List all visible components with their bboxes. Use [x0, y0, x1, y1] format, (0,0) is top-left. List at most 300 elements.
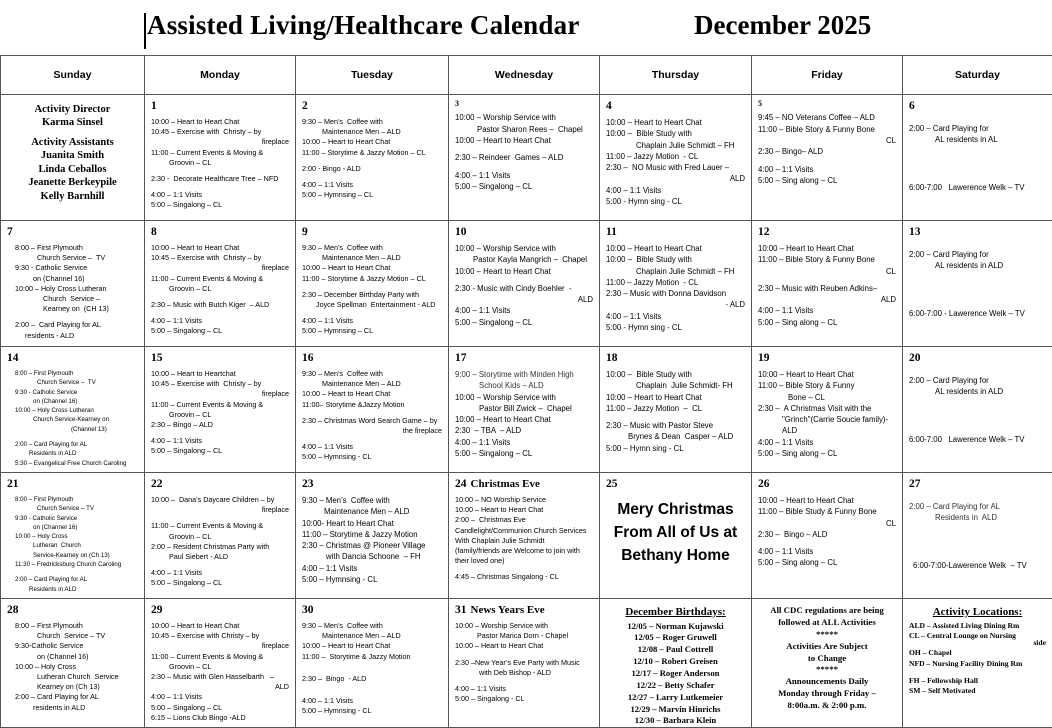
- activity: CL: [758, 266, 896, 277]
- activity: Groovin – CL: [151, 662, 289, 672]
- day-number: 15: [151, 351, 289, 366]
- activity: 5:00 – Hymnsing - CL: [302, 706, 442, 716]
- activity: 10:00 – Heart to Heart Chat: [758, 495, 896, 506]
- day-number: 4: [606, 99, 745, 114]
- week-row: [1, 347, 1052, 473]
- activity: 9:30 – Men’s Coffee with: [302, 117, 442, 127]
- weekday-header-row: [1, 56, 1052, 95]
- activity: (Channel 13): [7, 425, 138, 434]
- weekday-monday: Monday: [145, 56, 296, 95]
- activity: Groovin – CL: [151, 410, 289, 420]
- activity: 5:00 – Sing along – CL: [758, 448, 896, 459]
- activity: Chaplain Julie Schmidt- FH: [606, 380, 745, 391]
- day-number: 23: [302, 477, 442, 492]
- activity: 11:00 – Jazzy Motion - CL: [606, 151, 745, 162]
- activity: 11:00 – Bible Story & Funny: [758, 380, 896, 391]
- activity: 2:00 – Card Playing for AL: [7, 440, 138, 449]
- day-number: 5: [758, 99, 896, 109]
- activity: 2:30 – Bingo - ALD: [302, 674, 442, 684]
- note-line: All CDC regulations are being: [758, 605, 896, 617]
- activity: With Chaplain Julie Schmidt: [455, 536, 593, 546]
- activity: Chaplain Julie Schmidt – FH: [606, 140, 745, 151]
- day-cell: [903, 221, 1052, 347]
- week-row: [1, 95, 1052, 221]
- activity: 10:00 – Heart to Heart Chat: [758, 369, 896, 380]
- activity: 10:00 – Worship Service with: [455, 392, 593, 403]
- activity: 5:00 – Singalong – CL: [151, 326, 289, 336]
- activity: AL residents in ALD: [909, 260, 1046, 271]
- day-number: 26: [758, 477, 896, 492]
- activity: on (Channel 16): [7, 523, 138, 532]
- activity: 9:30 – Men’s Coffee with: [302, 369, 442, 379]
- activity: ALD: [758, 294, 896, 305]
- day-number: 28: [7, 603, 138, 618]
- activity: 10:00 – Holy Cross Lutheran: [7, 284, 138, 294]
- day-cell: [1, 473, 145, 599]
- day-cell: [1, 599, 145, 728]
- activity: 2:00 – Card Playing for AL: [7, 692, 138, 702]
- activity: 6:00-7:00 - Lawerence Welk – TV: [909, 308, 1046, 319]
- note-line: Monday through Friday –: [758, 688, 896, 700]
- activity: 2:00 – Card Playing for AL: [7, 320, 138, 330]
- activity: 4:00 – 1:1 Visits: [302, 180, 442, 190]
- activity: Church Service – TV: [7, 378, 138, 387]
- activity: Church Service –: [7, 294, 138, 304]
- activity: 4:00 – 1:1 Visits: [758, 546, 896, 557]
- week-row: [1, 221, 1052, 347]
- day-cell: [903, 347, 1052, 473]
- activity: 2:30 – Music with Reuben Adkins–: [758, 283, 896, 294]
- activity: School Kids – ALD: [455, 380, 593, 391]
- location-entry: ALD – Assisted Living Dining Rm: [909, 621, 1046, 632]
- activity: 2:00 – Christmas Eve: [455, 515, 593, 525]
- day-cell: [1, 221, 145, 347]
- note-separator: *****: [758, 664, 896, 676]
- birthday-entry: 12/05 – Roger Gruwell: [606, 632, 745, 644]
- activity: 4:00 – 1:1 Visits: [151, 436, 289, 446]
- birthday-entry: 12/08 – Paul Cottrell: [606, 644, 745, 656]
- activity: their loved one): [455, 556, 593, 566]
- activity: 10:00 – Heart to Heart Chat: [455, 414, 593, 425]
- day-cell: [903, 473, 1052, 599]
- christmas-message: [606, 498, 745, 568]
- activity: 2:00 – Card Playing for: [909, 249, 1046, 260]
- activity: 2:00 – Resident Christmas Party with: [151, 542, 289, 552]
- activity: 11:30 – Fredricksburg Church Caroling: [7, 560, 138, 569]
- day-number: 29: [151, 603, 289, 618]
- birthday-entry: 12/17 – Roger Anderson: [606, 668, 745, 680]
- activity: 11:00 – Storytime & Jazzy Motion: [302, 652, 442, 662]
- day-number: 1: [151, 99, 289, 114]
- activity: 5:00 – Singalong – CL: [455, 448, 593, 459]
- activity: 5:00 – Sing along – CL: [758, 317, 896, 328]
- activity: 10:00 – Dana’s Daycare Children – by: [151, 495, 289, 505]
- activity: 5:00 – Singalong – CL: [151, 446, 289, 456]
- activity: 9:45 – NO Veterans Coffee – ALD: [758, 112, 896, 123]
- activity: CL: [758, 135, 896, 146]
- birthday-entry: 12/22 – Betty Schafer: [606, 680, 745, 692]
- weekday-tuesday: Tuesday: [296, 56, 449, 95]
- activity: 11:00 – Current Events & Moving &: [151, 652, 289, 662]
- activity: fireplace: [151, 389, 289, 399]
- activity: 9:30 – Men’s Coffee with: [302, 495, 442, 506]
- activity: 10:00 – Heart to Heart Chat: [151, 621, 289, 631]
- activity: 4:45 – Christmas Singalong - CL: [455, 572, 593, 582]
- activity: 5:00 – Hymnsing - CL: [302, 574, 442, 585]
- activity: 9:30 - Catholic Service: [7, 514, 138, 523]
- day-cell: [296, 347, 449, 473]
- activity: Groovin – CL: [151, 532, 289, 542]
- activity: 5:00 – Hymn sing - CL: [606, 443, 745, 454]
- activity: Pastor Marica Dorn - Chapel: [455, 631, 593, 641]
- activity: 10:00 – Heart to Heart Chat: [151, 117, 289, 127]
- weekday-wednesday: Wednesday: [449, 56, 600, 95]
- note-line: Announcements Daily: [758, 676, 896, 688]
- activity: 11:00 – Current Events & Moving &: [151, 148, 289, 158]
- christmas-eve-label: Christmas Eve: [471, 478, 540, 490]
- activity: 10:00- Heart to Heart Chat: [302, 518, 442, 529]
- day-number: 17: [455, 351, 593, 366]
- activity: 4:00 – 1:1 Visits: [302, 696, 442, 706]
- weekday-sunday: Sunday: [1, 56, 145, 95]
- location-entry: FH – Fellowship Hall: [909, 676, 1046, 687]
- assistant-name: Kelly Barnhill: [7, 190, 138, 203]
- activity: CL: [758, 518, 896, 529]
- activity: Pastor Sharon Rees – Chapel: [455, 124, 593, 135]
- activity: 2:00 – Card Playing for: [909, 123, 1046, 134]
- activity: Residents in ALD: [7, 449, 138, 458]
- activity: 11:00 – Jazzy Motion – CL: [606, 403, 745, 414]
- note-line: Activities Are Subject: [758, 641, 896, 653]
- activity: 8:00 – First Plymouth: [7, 243, 138, 253]
- activity: 11:00 – Current Events & Moving &: [151, 274, 289, 284]
- activity: - ALD: [606, 299, 745, 310]
- activity: 11:00 – Storytime & Jazzy Motion – CL: [302, 148, 442, 158]
- activity: on (Channel 16): [7, 397, 138, 406]
- activity: 5:00 – Singalong – CL: [455, 317, 593, 328]
- activity: the fireplace: [302, 426, 442, 436]
- activity: 10:00 – Heart to Heart Chat: [606, 117, 745, 128]
- activity: 10:00 – Bible Study with: [606, 369, 745, 380]
- weekday-thursday: Thursday: [600, 56, 752, 95]
- day-cell: [1, 347, 145, 473]
- location-entry: NFD – Nursing Facility Dining Rm: [909, 659, 1046, 670]
- activity: 2:00 – Card Playing for AL: [7, 575, 138, 584]
- activity: 11:00 – Current Events & Moving &: [151, 521, 289, 531]
- activity: 4:00 – 1:1 Visits: [302, 316, 442, 326]
- christmas-message-line: Mery Christmas: [606, 498, 745, 521]
- birthdays-cell: [600, 599, 752, 728]
- activity: fireplace: [151, 641, 289, 651]
- birthday-entry: 12/29 – Marvin Hinrichs: [606, 704, 745, 716]
- activity: 10:00 – Heart to Heart Chat: [151, 243, 289, 253]
- day-cell: [145, 221, 296, 347]
- activity: 10:00 – Holy Cross: [7, 662, 138, 672]
- activity: 4:00 – 1:1 Visits: [455, 684, 593, 694]
- activity: 4:00 – 1:1 Visits: [606, 185, 745, 196]
- activity: "Grinch"(Carrie Soucie family)-ALD: [758, 414, 896, 437]
- activity: ALD: [151, 682, 289, 692]
- day-cell: [449, 221, 600, 347]
- activity: ALD: [455, 294, 593, 305]
- activity: 4:00 – 1:1 Visits: [302, 442, 442, 452]
- day-cell: [296, 221, 449, 347]
- activity: 10:00 – Heart to Heart Chat: [455, 505, 593, 515]
- activity: 2:30 – Christmas Word Search Game – by: [302, 416, 442, 426]
- christmas-message-line: From All of Us at: [606, 521, 745, 544]
- activity: 2:00 - Bingo - ALD: [302, 164, 442, 174]
- activity: 11:00 – Bible Story & Funny Bone: [758, 254, 896, 265]
- activity: residents - ALD: [7, 331, 138, 341]
- activity: 5:00 - Hymn sing - CL: [606, 196, 745, 207]
- activity: fireplace: [151, 505, 289, 515]
- activity: 5:00 – Singalong – CL: [151, 703, 289, 713]
- note-line: 8:00a.m. & 2:00 p.m.: [758, 700, 896, 712]
- activity: 2:30 – Bingo – ALD: [151, 420, 289, 430]
- calendar-grid: [0, 55, 1052, 728]
- activity: 2:30 – Reindeer Games – ALD: [455, 152, 593, 163]
- locations-cell: [903, 599, 1052, 728]
- activity: 2:30 – Bingo – ALD: [758, 529, 896, 540]
- note-separator: *****: [758, 629, 896, 641]
- birthdays-title: December Birthdays:: [606, 605, 745, 621]
- day-cell: [449, 347, 600, 473]
- calendar-title: Assisted Living/Healthcare Calendar: [147, 10, 580, 41]
- activity: 8:00 – First Plymouth: [7, 369, 138, 378]
- activity: Maintenance Men – ALD: [302, 506, 442, 517]
- week-row: [1, 473, 1052, 599]
- new-years-eve-label: News Years Eve: [471, 604, 545, 616]
- activity: 2:30 – Bingo– ALD: [758, 146, 896, 157]
- activity: Church Service-Kearney on: [7, 415, 138, 424]
- assistant-name: Linda Ceballos: [7, 163, 138, 176]
- activity: Maintenance Men – ALD: [302, 253, 442, 263]
- day-cell: [296, 473, 449, 599]
- activity: 8:00 – First Plymouth: [7, 621, 138, 631]
- day-number: 2: [302, 99, 442, 114]
- activity: 2:30 – TBA – ALD: [455, 425, 593, 436]
- activity: 4:00 – 1:1 Visits: [302, 563, 442, 574]
- staff-cell: [1, 95, 145, 221]
- day-cell: [600, 221, 752, 347]
- day-number-value: 31: [455, 604, 467, 616]
- activity: Church Service – TV: [7, 253, 138, 263]
- activity: 4:00 – 1:1 Visits: [758, 437, 896, 448]
- note-line: followed at ALL Activities: [758, 617, 896, 629]
- day-number-value: 24: [455, 478, 467, 490]
- activity: 10:00 – Worship Service with: [455, 621, 593, 631]
- location-entry: OH – Chapel: [909, 648, 1046, 659]
- activity: 4:00 – 1:1 Visits: [151, 568, 289, 578]
- activity: 5:00 – Singalong – CL: [455, 181, 593, 192]
- activity: 5:00 – Singalong – CL: [151, 578, 289, 588]
- activity: 2:30 –New Year’s Eve Party with Music: [455, 658, 593, 668]
- activity: 9:30 – Men’s Coffee with: [302, 243, 442, 253]
- birthday-entry: 12/05 – Norman Kujawski: [606, 621, 745, 633]
- activity: AL residents in ALD: [909, 386, 1046, 397]
- activity: 5:00 – Singalong – CL: [151, 200, 289, 210]
- activity: 2:30 – Music with Donna Davidson: [606, 288, 745, 299]
- activity: Candlelight/Communion Church Services: [455, 526, 593, 536]
- day-cell: [600, 347, 752, 473]
- day-cell: [752, 95, 903, 221]
- day-number: 21: [7, 477, 138, 492]
- text-cursor: [144, 13, 146, 49]
- activity: residents in ALD: [7, 703, 138, 713]
- activity: 10:00 – Heart to Heart Chat: [302, 263, 442, 273]
- activity: Bone – CL: [758, 392, 896, 403]
- activity: Maintenance Men – ALD: [302, 127, 442, 137]
- day-cell: [752, 473, 903, 599]
- activity: 2:30 - Decorate Healthcare Tree – NFD: [151, 174, 289, 184]
- activity: 10:00 – Heart to Heart Chat: [606, 243, 745, 254]
- day-number: 16: [302, 351, 442, 366]
- activity: 4:00 – 1:1 Visits: [455, 437, 593, 448]
- activity: with Dancia Schoone – FH: [302, 551, 442, 562]
- activity: Maintenance Men – ALD: [302, 631, 442, 641]
- activity: Brynes & Dean Casper – ALD: [606, 431, 745, 442]
- activity: 2:30 – NO Music with Fred Lauer –: [606, 162, 745, 173]
- director-name: Karma Sinsel: [7, 116, 138, 129]
- day-cell: [296, 95, 449, 221]
- day-cell: [752, 221, 903, 347]
- calendar-month: December 2025: [694, 10, 871, 41]
- day-number: 14: [7, 351, 138, 366]
- activity: 11:00 – Jazzy Motion - CL: [606, 277, 745, 288]
- day-number: 19: [758, 351, 896, 366]
- day-number: 10: [455, 225, 593, 240]
- activity: 6:00-7:00 Lawerence Welk – TV: [909, 182, 1046, 193]
- activity: Maintenance Men – ALD: [302, 379, 442, 389]
- activity: Church Service – TV: [7, 631, 138, 641]
- note-line: to Change: [758, 653, 896, 665]
- activity: 4:00 – 1:1 Visits: [758, 164, 896, 175]
- activity: 11:00 – Storytime & Jazzy Motion: [302, 529, 442, 540]
- day-cell: [903, 95, 1052, 221]
- activity: 4:00 – 1:1 Visits: [606, 311, 745, 322]
- day-cell: [296, 599, 449, 728]
- activity: 10:00 – Bible Study with: [606, 254, 745, 265]
- activity: 10:00 – Heart to Heart Chat: [302, 389, 442, 399]
- activity: 10:00 – Heart to Heartchat: [151, 369, 289, 379]
- activity: 10:00 – Heart to Heart Chat: [302, 137, 442, 147]
- activity: Residents in ALD: [7, 585, 138, 594]
- activity: on (Channel 16): [7, 652, 138, 662]
- day-number: 11: [606, 225, 745, 240]
- activity: 10:00 – Bible Study with: [606, 128, 745, 139]
- activity: 6:15 – Lions Club Bingo -ALD: [151, 713, 289, 723]
- notes-cell: [752, 599, 903, 728]
- activity: 10:00 – Holy Cross: [7, 532, 138, 541]
- day-cell: [145, 599, 296, 728]
- activity: 5:30 – Evangelical Free Church Caroling: [7, 459, 138, 468]
- activity: (family/friends are Welcome to join with: [455, 546, 593, 556]
- activity: 2:30 – December Birthday Party with: [302, 290, 442, 300]
- activity: 4:00 – 1:1 Visits: [151, 692, 289, 702]
- day-number: 30: [302, 603, 442, 618]
- activity: 11:00 – Storytime & Jazzy Motion – CL: [302, 274, 442, 284]
- activity: 10:00 – Heart to Heart Chat: [455, 135, 593, 146]
- activity: Lutheran Church Service: [7, 672, 138, 682]
- day-number: 27: [909, 477, 1046, 492]
- activity: Kearney on (Ch 13): [7, 682, 138, 692]
- day-number: [455, 477, 593, 492]
- activity: 2:30 – A Christmas Visit with the: [758, 403, 896, 414]
- day-cell: [449, 95, 600, 221]
- activity: AL residents in AL: [909, 134, 1046, 145]
- activity: Service-Kearney on (Ch 13): [7, 551, 138, 560]
- activity: Pastor Kayla Mangrich – Chapel: [455, 254, 593, 265]
- day-number: 9: [302, 225, 442, 240]
- activity: 6:00-7:00-Lawerence Welk – TV: [909, 560, 1046, 571]
- location-entry: CL – Central Lounge on Nursing: [909, 631, 1046, 642]
- activity: 5:00 – Singalong - CL: [455, 694, 593, 704]
- activity: 10:00 – Worship Service with: [455, 243, 593, 254]
- day-number: 7: [7, 225, 138, 240]
- activity: 10:00 – NO Worship Service: [455, 495, 593, 505]
- activity: 4:00 – 1:1 Visits: [455, 170, 593, 181]
- activity: 2:30 - Music with Cindy Boehler -: [455, 283, 593, 294]
- activity: 10:45 – Exercise with Christy – by: [151, 253, 289, 263]
- activity: 2:30 – Music with Pastor Steve: [606, 420, 745, 431]
- activity: 9:30-Catholic Service: [7, 641, 138, 651]
- activity: 4:00 – 1:1 Visits: [758, 305, 896, 316]
- activity: 10:00 – Heart to Heart Chat: [606, 392, 745, 403]
- day-number: 6: [909, 99, 1046, 114]
- activity: 4:00 – 1:1 Visits: [151, 316, 289, 326]
- activity: Chaplain Julie Schmidt – FH: [606, 266, 745, 277]
- activity: with Deb Bishop - ALD: [455, 668, 593, 678]
- activity: 10:00 – Heart to Heart Chat: [758, 243, 896, 254]
- activity: Church Service – TV: [7, 504, 138, 513]
- activity: 10:00 – Heart to Heart Chat: [455, 641, 593, 651]
- activity: Lutheran Church: [7, 541, 138, 550]
- activity: Groovin – CL: [151, 158, 289, 168]
- day-number: 20: [909, 351, 1046, 366]
- activity: 10:45 – Exercise with Christy – by: [151, 631, 289, 641]
- activity: 5:00 – Hymnsing – CL: [302, 326, 442, 336]
- christmas-message-line: Bethany Home: [606, 544, 745, 567]
- activity: Residents in ALD: [909, 512, 1046, 523]
- weekday-friday: Friday: [752, 56, 903, 95]
- activity: 4:00 – 1:1 Visits: [455, 305, 593, 316]
- activity: 2:00 – Card Playing for AL: [909, 501, 1046, 512]
- day-number: [455, 603, 593, 618]
- day-number: 3: [455, 99, 593, 109]
- activity: 9:00 – Storytime with Minden High: [455, 369, 593, 380]
- birthday-entry: 12/10 – Robert Greisen: [606, 656, 745, 668]
- activity: 5:00 - Hymn sing - CL: [606, 322, 745, 333]
- day-number: 22: [151, 477, 289, 492]
- activity: 5:00 – Hymnsing – CL: [302, 190, 442, 200]
- activity: 9:30 - Catholic Service: [7, 388, 138, 397]
- calendar-header: [0, 0, 1052, 56]
- activity: 10:00 – Holy Cross Lutheran: [7, 406, 138, 415]
- location-entry: side: [909, 638, 1046, 649]
- activity: on (Channel 16): [7, 274, 138, 284]
- activity: 10:45 – Exercise with Christy – by: [151, 379, 289, 389]
- day-cell: [145, 473, 296, 599]
- activity: 9:30 – Men’s Coffee with: [302, 621, 442, 631]
- activity: 11:00– Storytime &Jazzy Motion: [302, 400, 442, 410]
- activity: ALD: [606, 173, 745, 184]
- activity: Groovin – CL: [151, 284, 289, 294]
- activity: fireplace: [151, 263, 289, 273]
- day-number: 25: [606, 477, 745, 492]
- day-cell: [145, 95, 296, 221]
- day-cell: [449, 473, 600, 599]
- birthday-entry: 12/27 – Larry Lutkemeier: [606, 692, 745, 704]
